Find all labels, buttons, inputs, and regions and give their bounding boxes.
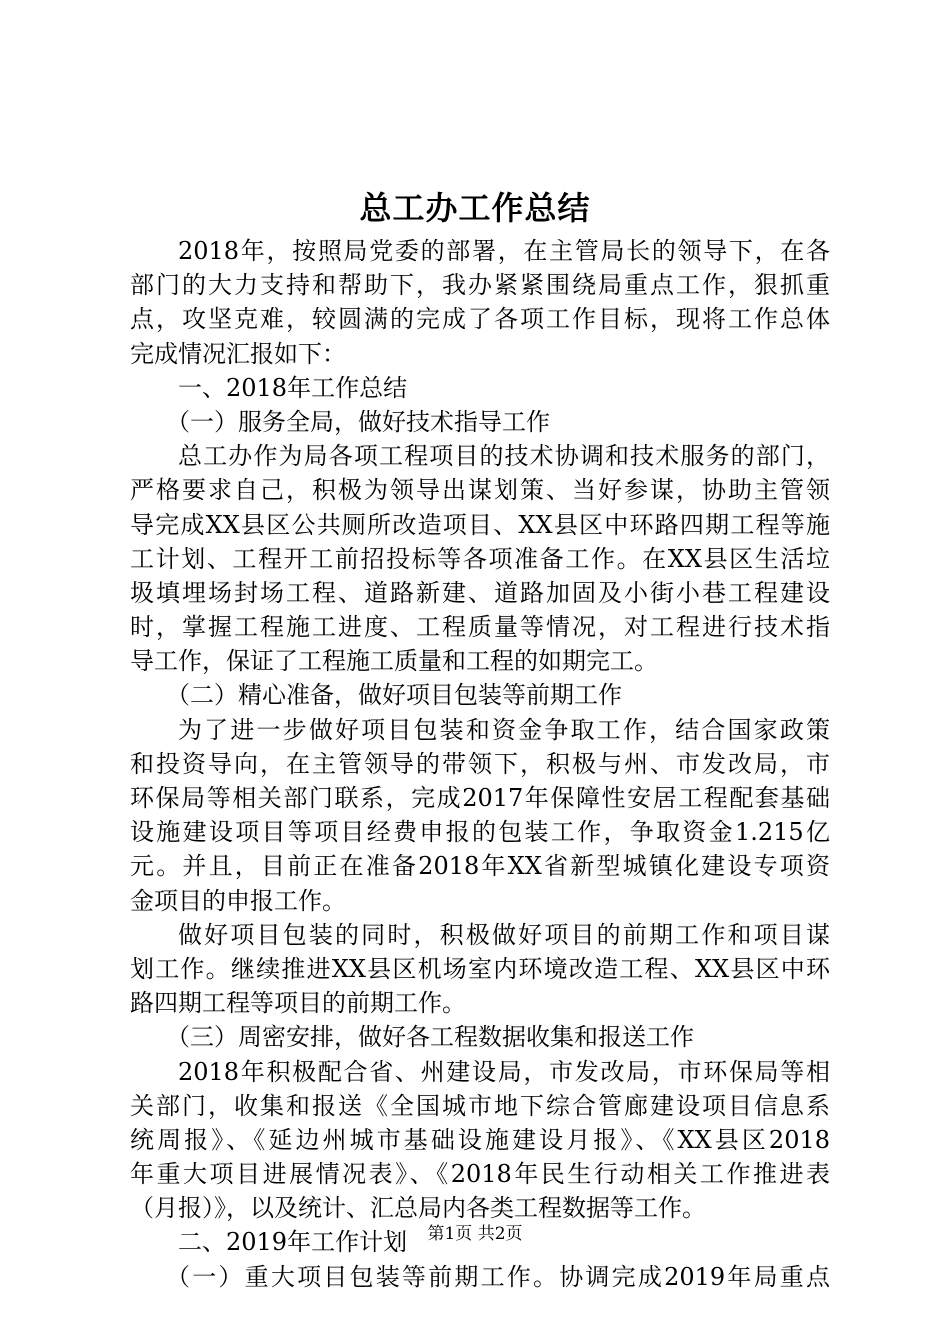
- subsection-heading: （二）精心准备，做好项目包装等前期工作: [166, 681, 622, 710]
- text-line: 工计划、工程开工前招投标等各项准备工作。在XX县区生活垃: [130, 544, 830, 573]
- text-line: 总工办作为局各项工程项目的技术协调和技术服务的部门，: [178, 442, 830, 471]
- text-line: 为了进一步做好项目包装和资金争取工作，结合国家政策: [178, 715, 830, 744]
- document-body: [130, 234, 830, 1294]
- text-line: 路四期工程等项目的前期工作。: [130, 989, 466, 1018]
- text-line: 时，掌握工程施工进度、工程质量等情况，对工程进行技术指: [130, 613, 830, 642]
- text-line: 划工作。继续推进XX县区机场室内环境改造工程、XX县区中环: [130, 954, 830, 983]
- text-line: 统周报》、《延边州城市基础设施建设月报》、《XX县区2018: [130, 1125, 830, 1154]
- text-line: 设施建设项目等项目经费申报的包装工作，争取资金1.215亿: [130, 818, 830, 847]
- text-line: 圾填埋场封场工程、道路新建、道路加固及小街小巷工程建设: [130, 578, 830, 607]
- text-line: （月报）》，以及统计、汇总局内各类工程数据等工作。: [130, 1194, 706, 1223]
- text-line: 和投资导向，在主管领导的带领下，积极与州、市发改局，市: [130, 749, 830, 778]
- section-heading: 二、2019年工作计划: [178, 1228, 408, 1257]
- text-line: 做好项目包装的同时，积极做好项目的前期工作和项目谋: [178, 920, 830, 949]
- text-line: 金项目的申报工作。: [130, 886, 346, 915]
- text-line: 导完成XX县区公共厕所改造项目、XX县区中环路四期工程等施: [130, 510, 830, 539]
- section-heading: 一、2018年工作总结: [178, 373, 408, 402]
- page-footer: 第1页 共2页: [427, 1224, 523, 1244]
- text-line: 环保局等相关部门联系，完成2017年保障性安居工程配套基础: [130, 784, 830, 812]
- text-line: 元。并且，目前正在准备2018年XX省新型城镇化建设专项资: [130, 852, 830, 881]
- text-line: 导工作，保证了工程施工质量和工程的如期完工。: [130, 647, 658, 676]
- text-line: 年重大项目进展情况表》、《2018年民生行动相关工作推进表: [130, 1160, 830, 1189]
- subsection-heading: （一）重大项目包装等前期工作。协调完成2019年局重点: [166, 1262, 830, 1291]
- subsection-heading: （三）周密安排，做好各工程数据收集和报送工作: [166, 1023, 694, 1052]
- text-line: 点，攻坚克难，较圆满的完成了各项工作目标，现将工作总体: [130, 305, 830, 334]
- text-line: 部门的大力支持和帮助下，我办紧紧围绕局重点工作，狠抓重: [130, 271, 830, 300]
- text-line: 完成情况汇报如下：: [130, 339, 346, 368]
- document-title: 总工办工作总结: [359, 189, 591, 227]
- text-line: 关部门，收集和报送《全国城市地下综合管廊建设项目信息系: [130, 1091, 830, 1120]
- text-line: 严格要求自己，积极为领导出谋划策、当好参谋，协助主管领: [130, 476, 830, 505]
- subsection-heading: （一）服务全局，做好技术指导工作: [166, 407, 550, 436]
- text-line: 2018年积极配合省、州建设局，市发改局，市环保局等相: [178, 1057, 830, 1086]
- text-line: 2018年，按照局党委的部署，在主管局长的领导下，在各: [178, 237, 830, 265]
